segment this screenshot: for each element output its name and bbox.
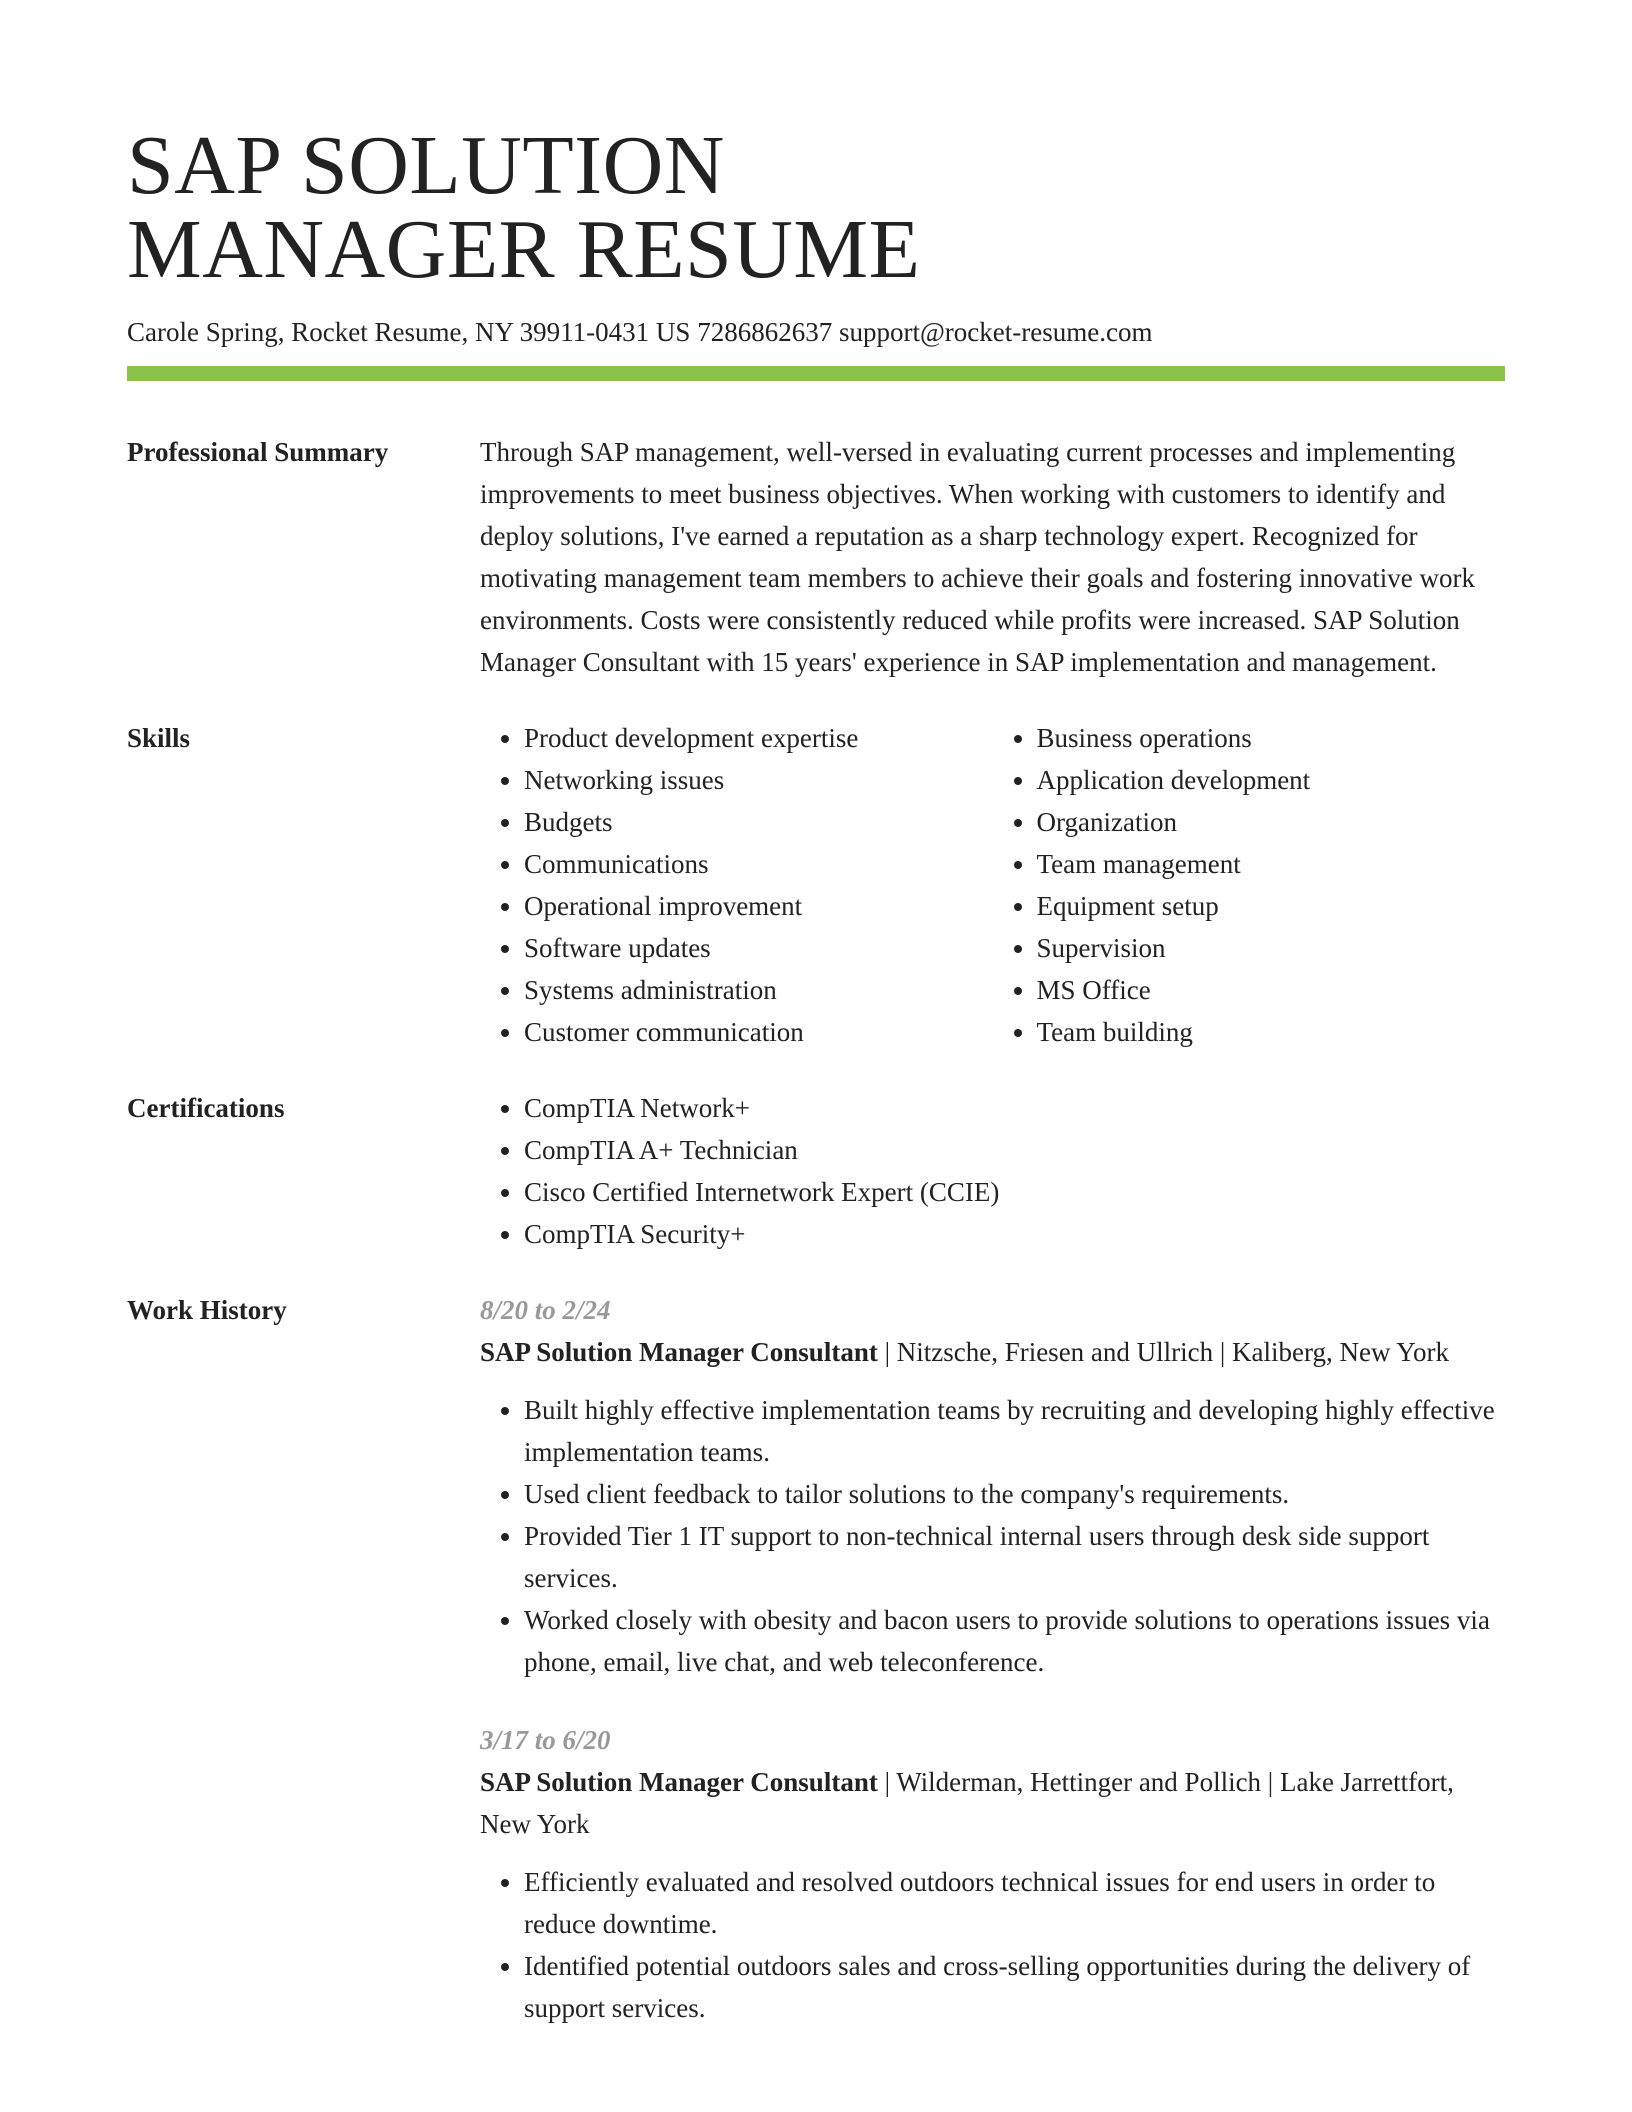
work-history-section (127, 1289, 1505, 2065)
accent-divider (127, 366, 1505, 381)
job-heading (480, 1331, 1505, 1373)
title-line-1: SAP SOLUTION (127, 119, 725, 212)
skill-item: • Customer communication (524, 1011, 993, 1053)
job-details: | Wilderman, Hettinger and Pollich | Lake Jarrettfort, New York (480, 1767, 1454, 1839)
skill-item: • Team building (1037, 1011, 1506, 1053)
certifications-section (127, 1087, 1505, 1255)
skills-column-1 (480, 717, 993, 1053)
skill-item: • Software updates (524, 927, 993, 969)
job-bullet: • Identified potential outdoors sales and cross-selling opportunities during the delivery of support services. (524, 1945, 1505, 2029)
skill-item: • Budgets (524, 801, 993, 843)
skills-section (127, 717, 1505, 1053)
skill-item: • Networking issues (524, 759, 993, 801)
job-heading (480, 1761, 1505, 1845)
job-bullets (480, 1389, 1505, 1683)
certification-item: • CompTIA Network+ (524, 1087, 1505, 1129)
job-bullet: • Efficiently evaluated and resolved outdoors technical issues for end users in order to reduce downtime. (524, 1861, 1505, 1945)
work-history-body (480, 1289, 1505, 2065)
skill-item: • Operational improvement (524, 885, 993, 927)
certification-item: • Cisco Certified Internetwork Expert (CCIE) (524, 1171, 1505, 1213)
skills-column-2 (993, 717, 1506, 1053)
job-details: | Nitzsche, Friesen and Ullrich | Kaliberg, New York (877, 1337, 1450, 1367)
summary-text: Through SAP management, well-versed in evaluating current processes and implementing improvements to meet business objectives. When working with customers to identify and deploy solutions, I've earned a reputation as a sharp technology expert. Recognized for motivating management team members to achieve their goals and fostering innovative work environments. Costs were consistently reduced while profits were increased. SAP Solution Manager Consultant with 15 years' experience in SAP implementation and management. (480, 437, 1475, 677)
skill-item: • Team management (1037, 843, 1506, 885)
skill-item: • Product development expertise (524, 717, 993, 759)
skill-item: • Systems administration (524, 969, 993, 1011)
job-entry (480, 1719, 1505, 2029)
resume-title (127, 119, 1505, 296)
certifications-list (480, 1087, 1505, 1255)
section-label-certifications: Certifications (127, 1093, 285, 1123)
section-label-skills: Skills (127, 723, 191, 753)
skill-item: • Application development (1037, 759, 1506, 801)
skill-item: • Communications (524, 843, 993, 885)
skill-item: • Organization (1037, 801, 1506, 843)
summary-section (127, 431, 1505, 683)
title-line-2: MANAGER RESUME (127, 203, 921, 296)
skill-item: • Business operations (1037, 717, 1506, 759)
resume-page (127, 119, 1505, 2065)
summary-body (480, 431, 1505, 683)
job-bullet: • Worked closely with obesity and bacon users to provide solutions to operations issues via phone, email, live chat, and web teleconference. (524, 1599, 1505, 1683)
job-dates: 3/17 to 6/20 (480, 1725, 611, 1755)
contact-info: Carole Spring, Rocket Resume, NY 39911-0431 US 7286862637 support@rocket-resume.com (127, 317, 1153, 347)
skills-body (480, 717, 1505, 1053)
job-title: SAP Solution Manager Consultant (480, 1337, 878, 1367)
job-title: SAP Solution Manager Consultant (480, 1767, 878, 1797)
job-bullet: • Built highly effective implementation teams by recruiting and developing highly effective implementation teams. (524, 1389, 1505, 1473)
job-bullet: • Provided Tier 1 IT support to non-technical internal users through desk side support services. (524, 1515, 1505, 1599)
certification-item: • CompTIA Security+ (524, 1213, 1505, 1255)
skill-item: • Supervision (1037, 927, 1506, 969)
skill-item: • Equipment setup (1037, 885, 1506, 927)
job-entry (480, 1289, 1505, 1683)
section-label-work-history: Work History (127, 1295, 287, 1325)
certification-item: • CompTIA A+ Technician (524, 1129, 1505, 1171)
job-bullets (480, 1861, 1505, 2029)
skills-grid (480, 717, 1505, 1053)
skill-item: • MS Office (1037, 969, 1506, 1011)
job-bullet: • Used client feedback to tailor solutions to the company's requirements. (524, 1473, 1505, 1515)
job-dates: 8/20 to 2/24 (480, 1295, 611, 1325)
certifications-body (480, 1087, 1505, 1255)
section-label-summary: Professional Summary (127, 437, 389, 467)
